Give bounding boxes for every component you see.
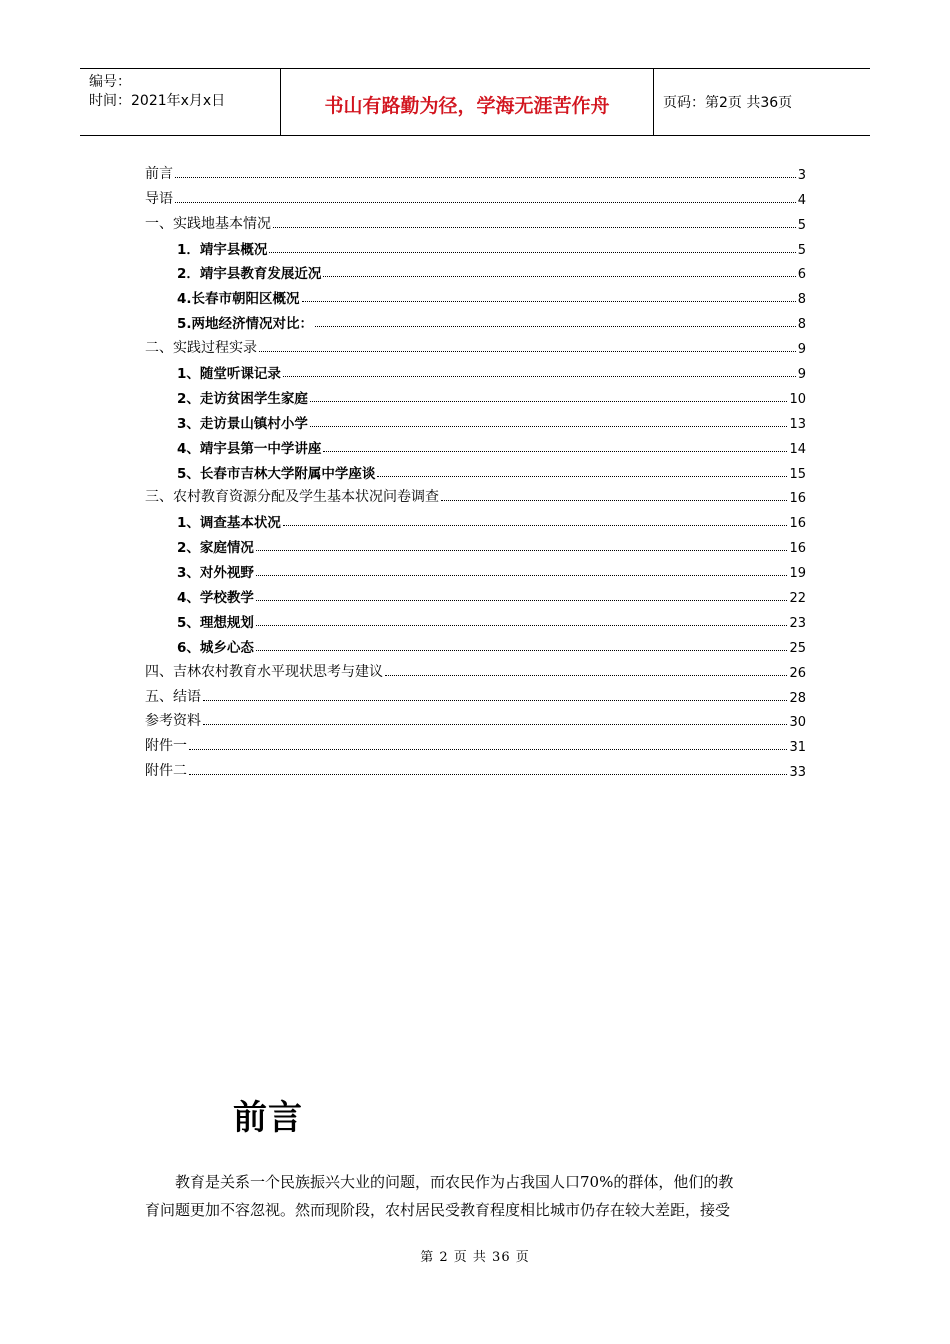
toc-entry[interactable] [145,332,806,357]
toc-entry-page: 33 [789,765,806,781]
toc-leader-dots [256,550,788,551]
toc-entry-page: 25 [789,640,806,656]
toc-entry[interactable] [145,631,806,656]
toc-entry-label: 4.长春市朝阳区概况 [177,291,300,308]
document-date-label: 时间：2021年x月x日 [89,93,226,109]
toc-leader-dots [256,575,788,576]
toc-entry[interactable] [145,457,806,482]
toc-entry-label: 一、实践地基本情况 [145,215,271,232]
toc-entry-page: 28 [789,690,806,706]
paragraph-line: 教育是关系一个民族振兴大业的问题，而农民作为占我国人口70%的群体，他们的教 [175,1173,734,1191]
toc-leader-dots [310,401,788,402]
toc-entry-label: 附件二 [145,763,187,780]
toc-entry-label: 2、走访贫困学生家庭 [177,390,308,407]
header-page-info: 页码：第2页 共36页 [663,95,793,111]
toc-entry-label: 1．靖宇县概况 [177,241,268,258]
toc-entry-label: 四、吉林农村教育水平现状思考与建议 [145,663,383,680]
toc-leader-dots [175,202,796,203]
toc-entry-label: 3、对外视野 [177,565,254,582]
toc-entry[interactable] [145,382,806,407]
toc-entry-label: 三、农村教育资源分配及学生基本状况问卷调查 [145,489,439,506]
toc-entry-page: 15 [789,466,806,482]
toc-entry-page: 23 [789,615,806,631]
toc-entry-label: 2、家庭情况 [177,540,254,557]
document-number-label: 编号： [89,74,131,90]
toc-entry[interactable] [145,581,806,606]
toc-entry[interactable] [145,656,806,681]
toc-entry[interactable] [145,158,806,183]
toc-entry[interactable] [145,755,806,780]
toc-entry-label: 附件一 [145,738,187,755]
toc-entry-label: 5.两地经济情况对比： [177,316,314,333]
toc-entry[interactable] [145,531,806,556]
paragraph-line: 育问题更加不容忽视。然而现阶段，农村居民受教育程度相比城市仍存在较大差距，接受 [145,1201,731,1219]
toc-leader-dots [259,351,796,352]
toc-entry-label: 5、长春市吉林大学附属中学座谈 [177,465,376,482]
toc-entry[interactable] [145,482,806,507]
page-header [80,68,870,136]
toc-entry-label: 1、调查基本状况 [177,515,281,532]
toc-entry-label: 4、学校教学 [177,590,254,607]
toc-entry-page: 19 [789,566,806,582]
toc-entry-page: 3 [797,167,806,183]
toc-leader-dots [283,525,788,526]
toc-entry-page: 16 [789,541,806,557]
toc-entry[interactable] [145,258,806,283]
toc-entry[interactable] [145,183,806,208]
toc-leader-dots [385,675,787,676]
toc-entry-page: 9 [797,342,806,358]
toc-entry-label: 五、结语 [145,688,201,705]
header-motto: 书山有路勤为径，学海无涯苦作舟 [281,69,654,135]
toc-leader-dots [283,376,796,377]
toc-entry-label: 参考资料 [145,713,201,730]
toc-entry[interactable] [145,208,806,233]
toc-entry-label: 4、靖宇县第一中学讲座 [177,440,322,457]
toc-leader-dots [323,451,787,452]
toc-entry[interactable] [145,606,806,631]
toc-leader-dots [203,700,787,701]
page-footer: 第 2 页 共 36 页 [420,1250,530,1265]
toc-entry-page: 6 [797,267,806,283]
toc-entry-label: 2．靖宇县教育发展近况 [177,266,322,283]
toc-entry-page: 16 [789,516,806,532]
toc-leader-dots [189,774,787,775]
toc-entry-page: 13 [789,416,806,432]
toc-entry-page: 14 [789,441,806,457]
toc-entry-label: 导语 [145,190,173,207]
toc-leader-dots [203,724,787,725]
toc-entry[interactable] [145,233,806,258]
toc-entry-page: 9 [797,367,806,383]
toc-leader-dots [256,600,788,601]
toc-entry[interactable] [145,282,806,307]
toc-leader-dots [323,276,795,277]
toc-entry[interactable] [145,307,806,332]
toc-entry[interactable] [145,357,806,382]
toc-leader-dots [315,326,796,327]
toc-entry-page: 8 [797,317,806,333]
toc-entry-page: 30 [789,715,806,731]
toc-entry-page: 26 [789,665,806,681]
toc-entry-page: 4 [797,192,806,208]
toc-entry[interactable] [145,706,806,731]
toc-leader-dots [302,301,796,302]
table-of-contents [145,158,806,780]
toc-leader-dots [441,500,787,501]
toc-entry-label: 二、实践过程实录 [145,340,257,357]
toc-entry-page: 5 [797,217,806,233]
toc-entry-label: 前言 [145,165,173,182]
body-paragraph [145,1168,807,1224]
toc-leader-dots [175,177,796,178]
toc-entry-label: 5、理想规划 [177,614,254,631]
toc-entry-page: 5 [797,242,806,258]
toc-entry-label: 1、随堂听课记录 [177,366,281,383]
toc-entry-page: 8 [797,292,806,308]
toc-entry-label: 6、城乡心态 [177,639,254,656]
toc-entry[interactable] [145,506,806,531]
toc-entry[interactable] [145,730,806,755]
toc-entry[interactable] [145,407,806,432]
toc-leader-dots [256,625,788,626]
toc-entry[interactable] [145,556,806,581]
toc-leader-dots [269,252,795,253]
toc-entry[interactable] [145,681,806,706]
toc-entry[interactable] [145,432,806,457]
toc-leader-dots [310,426,788,427]
toc-entry-page: 16 [789,491,806,507]
header-meta-cell [80,69,281,135]
toc-entry-page: 22 [789,591,806,607]
toc-leader-dots [189,749,787,750]
section-heading: 前言 [233,1098,303,1138]
toc-leader-dots [273,227,796,228]
toc-entry-page: 10 [789,391,806,407]
toc-leader-dots [377,476,787,477]
toc-entry-page: 31 [789,740,806,756]
toc-leader-dots [256,650,788,651]
toc-entry-label: 3、走访景山镇村小学 [177,415,308,432]
